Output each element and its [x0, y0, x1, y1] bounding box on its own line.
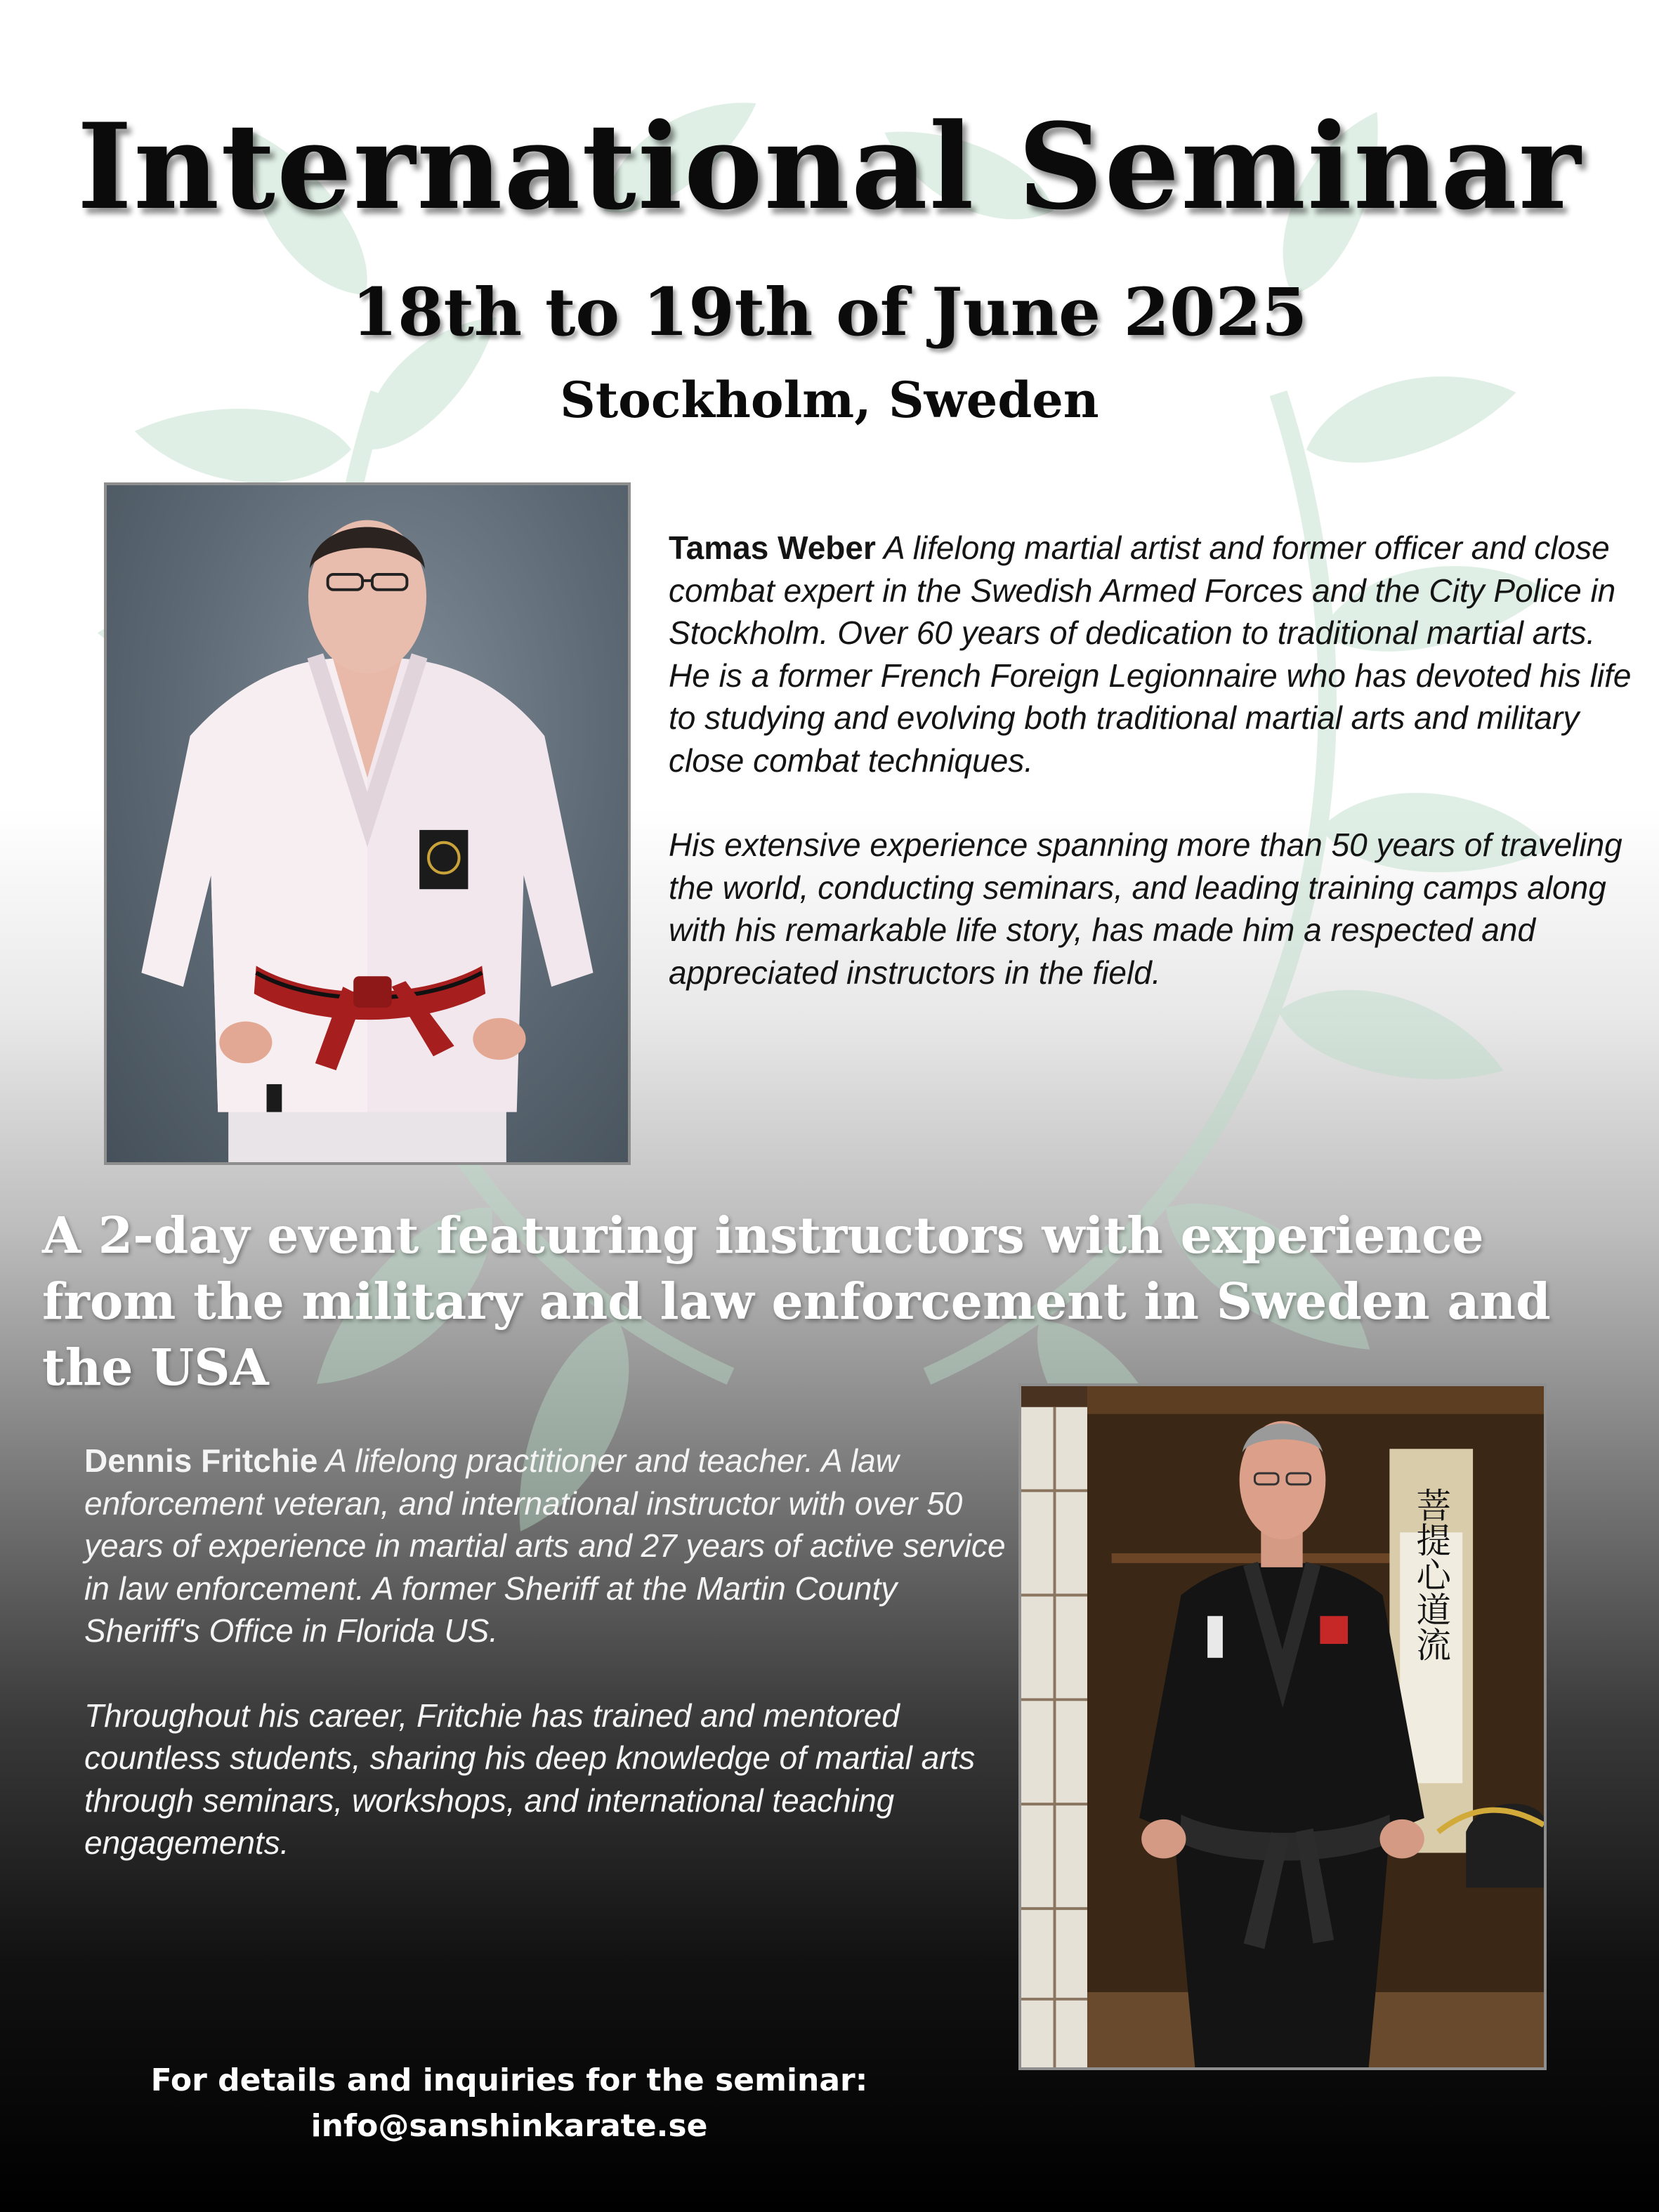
tamas-weber-bio [669, 527, 1638, 994]
instructor-name: Dennis Fritchie [84, 1442, 318, 1479]
contact-footer [105, 2058, 913, 2149]
instructor-name: Tamas Weber [669, 529, 876, 566]
bio-paragraph-2: Throughout his career, Fritchie has trained and mentored countless students, sharing his deep knowledge of martial arts through seminars, workshops, and international teaching engagements. [84, 1697, 976, 1861]
dennis-fritchie-photo [1018, 1383, 1547, 2070]
bio-paragraph-2: His extensive experience spanning more than 50 years of traveling the world, conducting seminars, and leading training camps along with his remarkable life story, has made him a respected and appreciated instructors in the field. [669, 827, 1622, 991]
dennis-fritchie-bio [84, 1440, 1011, 1864]
bio-paragraph-1: A lifelong practitioner and teacher. A law enforcement veteran, and international instructor with over 50 years of experience in martial arts and 27 years of active service in law enforcement. A former Sheriff at the Martin County Sheriff's Office in Florida US. [84, 1442, 1006, 1649]
contact-heading: For details and inquiries for the seminar: [150, 2062, 868, 2098]
bio-paragraph-1: A lifelong martial artist and former officer and close combat expert in the Swedish Armed Forces and the City Police in Stockholm. Over 60 years of dedication to traditional martial arts. He is a former French Foreign Legionnaire who has devoted his life to studying and evolving both traditional martial arts and military close combat techniques. [669, 529, 1632, 779]
contact-email-link[interactable]: info@sanshinkarate.se [310, 2108, 708, 2144]
scroll-calligraphy: 菩提心道流 [1410, 1487, 1452, 1661]
tamas-weber-photo [104, 482, 631, 1165]
event-headline: A 2-day event featuring instructors with experience from the military and law enforcement in Sweden and the USA [42, 1206, 1551, 1397]
seminar-title: International Seminar [77, 97, 1582, 236]
seminar-dates: 18th to 19th of June 2025 [351, 274, 1308, 351]
seminar-location: Stockholm, Sweden [560, 371, 1099, 429]
